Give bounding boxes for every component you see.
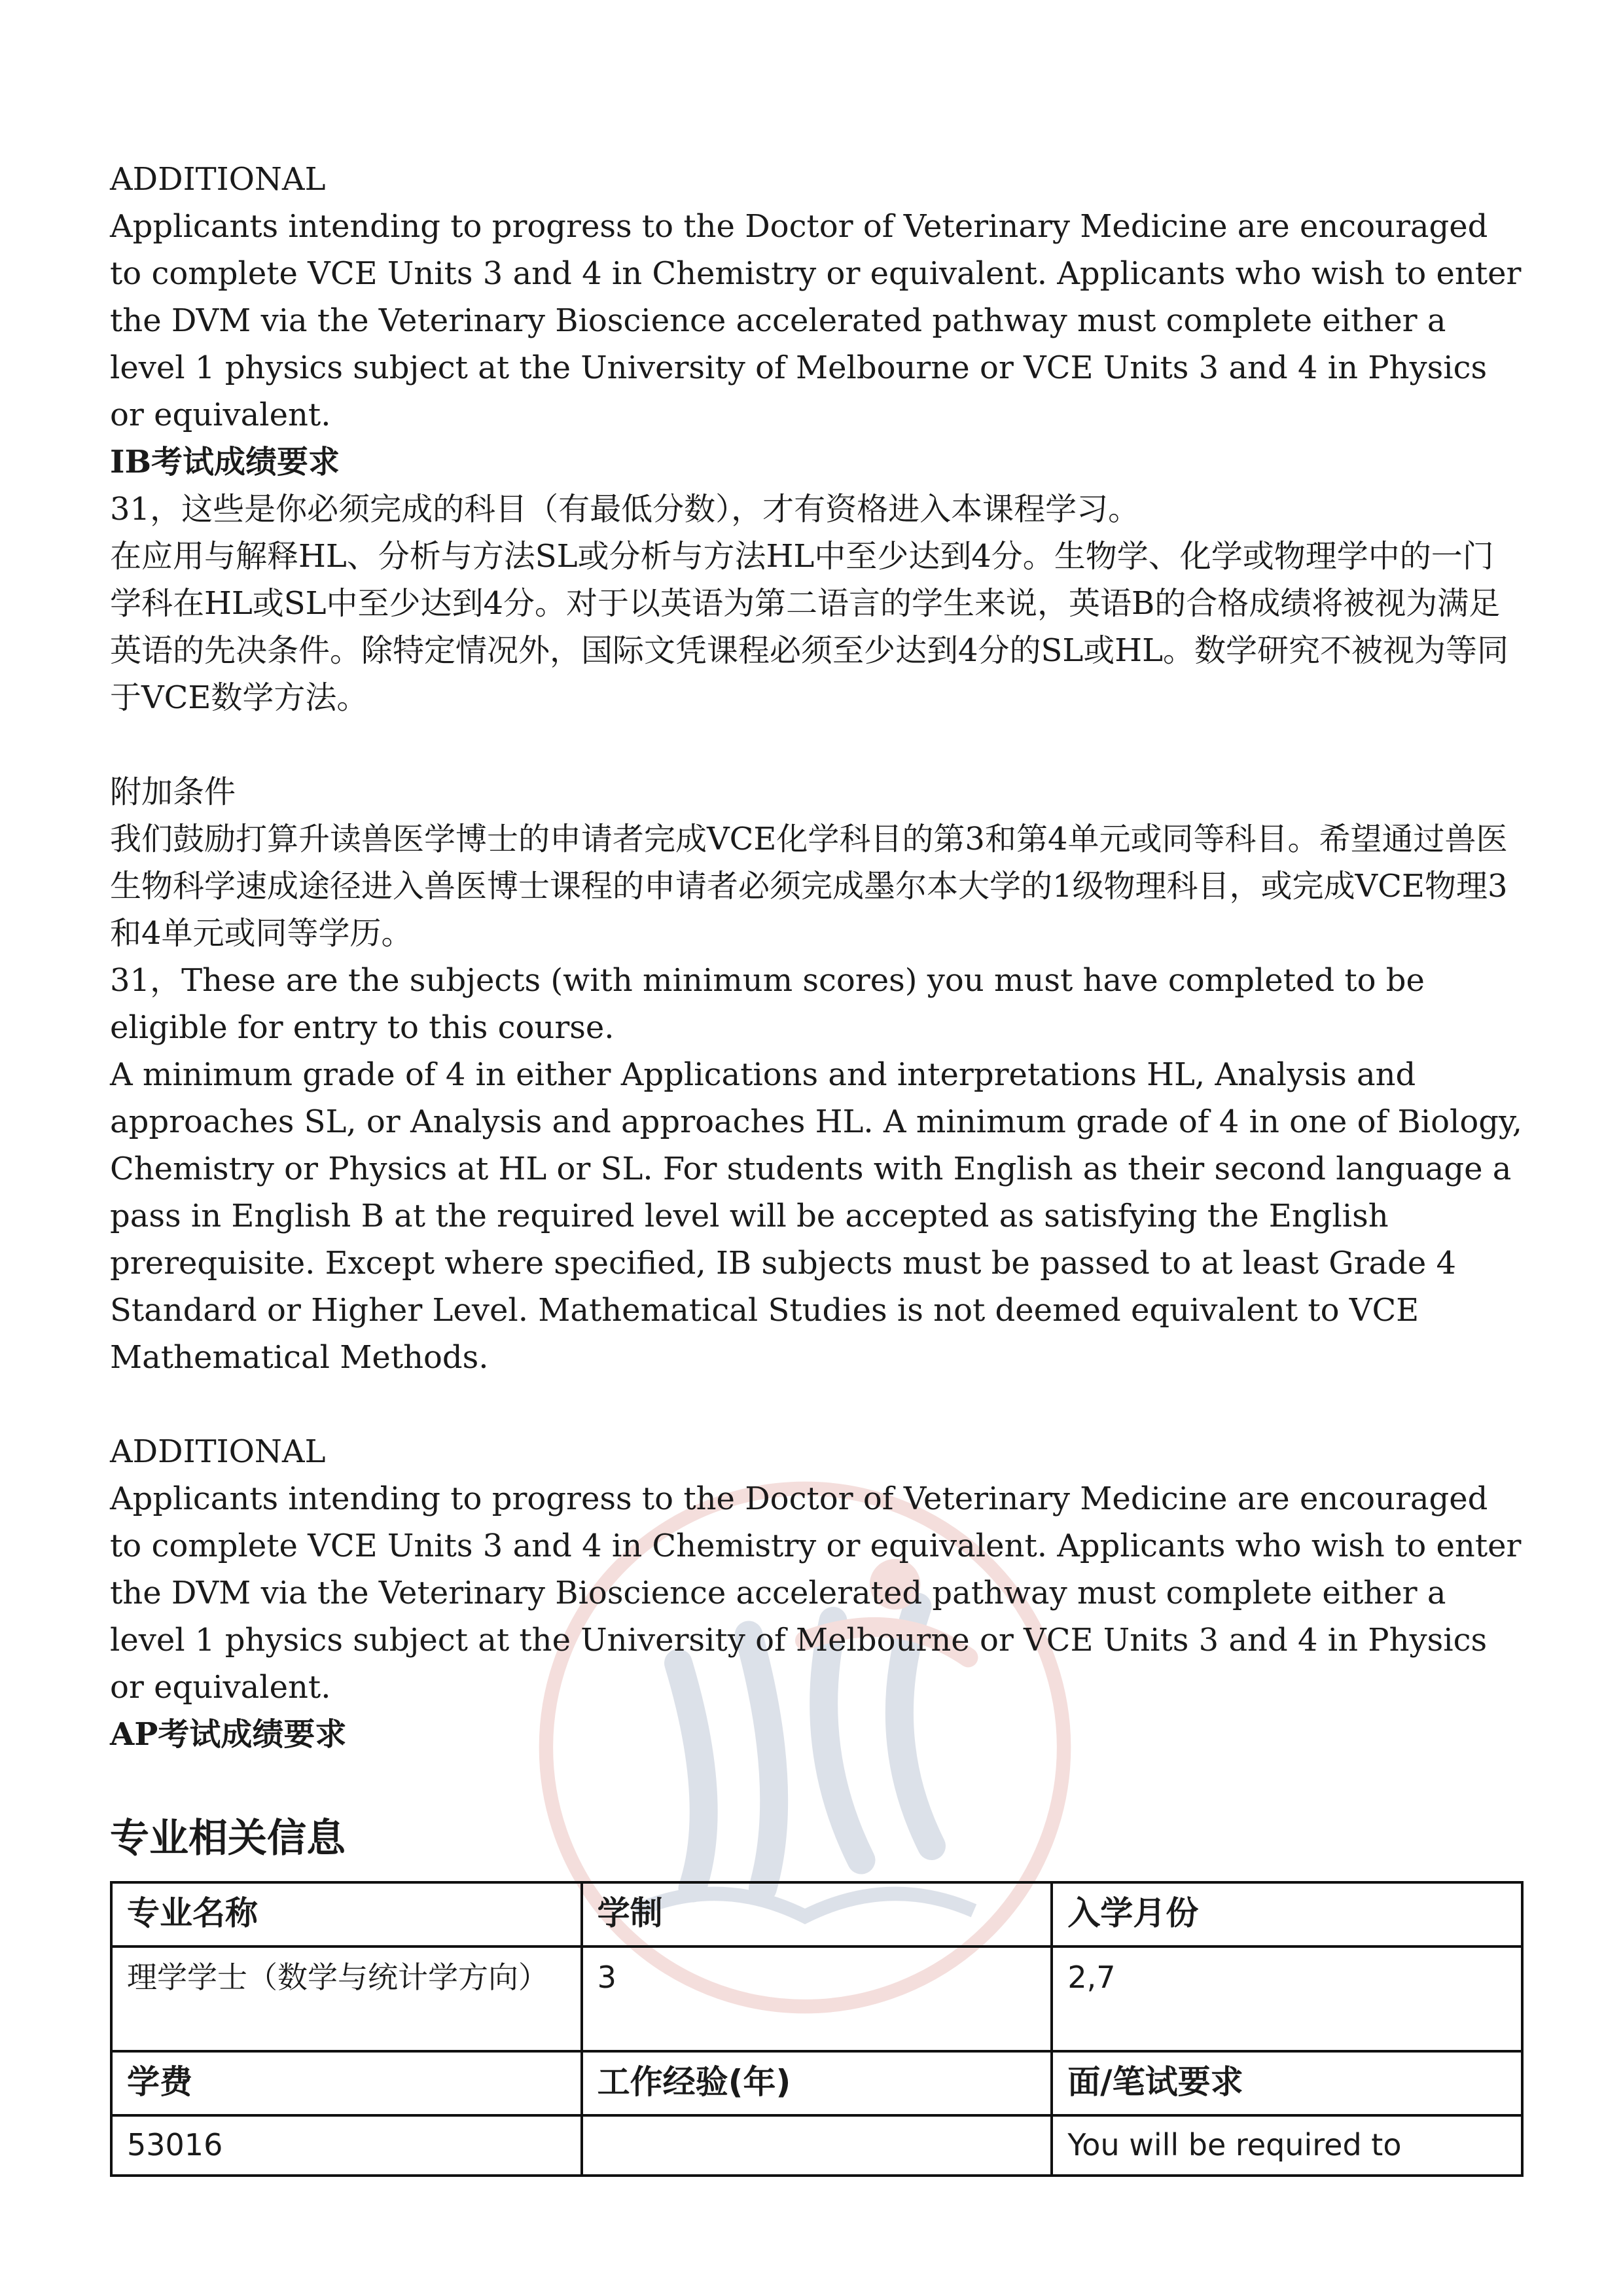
cell-work-experience xyxy=(582,2115,1052,2176)
ap-requirements-heading: AP考试成绩要求 xyxy=(110,1716,347,1753)
cell-interview-requirement: You will be required to xyxy=(1052,2115,1522,2176)
ib-requirements-heading: IB考试成绩要求 xyxy=(110,444,340,480)
header-duration: 学制 xyxy=(582,1882,1052,1946)
ib-intro-cn: 31，这些是你必须完成的科目（有最低分数），才有资格进入本课程学习。 xyxy=(110,491,1140,528)
table-row xyxy=(111,2115,1522,2176)
header-work-experience: 工作经验(年) xyxy=(582,2051,1052,2115)
additional-label: ADDITIONAL xyxy=(110,161,326,198)
cell-program-name: 理学学士（数学与统计学方向） xyxy=(111,1946,582,2051)
additional-paragraph-2: Applicants intending to progress to the Doctor of Veterinary Medicine are encouraged to complete VCE Units 3 and 4 in Chemistry or equivalent. Applicants who wish to enter the DVM via the Veterinary Bioscience accelerated pathway must complete either a level 1 physics subject at the University of Melbourne or VCE Units 3 and 4 in Physics or equivalent. xyxy=(110,1480,1522,1706)
section-title: 专业相关信息 xyxy=(110,1816,346,1861)
cell-intake-month: 2,7 xyxy=(1052,1946,1522,2051)
table-header-row xyxy=(111,2051,1522,2115)
table-header-row xyxy=(111,1882,1522,1946)
document-body xyxy=(110,156,1524,2177)
header-tuition: 学费 xyxy=(111,2051,582,2115)
program-info-table xyxy=(110,1881,1524,2177)
additional-label-2: ADDITIONAL xyxy=(110,1433,326,1470)
ib-details-cn: 在应用与解释HL、分析与方法SL或分析与方法HL中至少达到4分。生物学、化学或物理学中的一门学科在HL或SL中至少达到4分。对于以英语为第二语言的学生来说，英语B的合格成绩将被视为满足英语的先决条件。除特定情况外，国际文凭课程必须至少达到4分的SL或HL。数学研究不被视为等同于VCE数学方法。 xyxy=(110,538,1509,716)
header-program-name: 专业名称 xyxy=(111,1882,582,1946)
additional-label-cn: 附加条件 xyxy=(110,774,236,810)
additional-paragraph: Applicants intending to progress to the Doctor of Veterinary Medicine are encouraged to complete VCE Units 3 and 4 in Chemistry or equivalent. Applicants who wish to enter the DVM via the Veterinary Bioscience accelerated pathway must complete either a level 1 physics subject at the University of Melbourne or VCE Units 3 and 4 in Physics or equivalent. xyxy=(110,208,1522,433)
additional-paragraph-cn: 我们鼓励打算升读兽医学博士的申请者完成VCE化学科目的第3和第4单元或同等科目。希望通过兽医生物科学速成途径进入兽医博士课程的申请者必须完成墨尔本大学的1级物理科目，或完成VCE物理3和4单元或同等学历。 xyxy=(110,821,1508,952)
cell-duration: 3 xyxy=(582,1946,1052,2051)
ib-details-en: A minimum grade of 4 in either Applications and interpretations HL, Analysis and approaches SL, or Analysis and approaches HL. A minimum grade of 4 in one of Biology, Chemistry or Physics at HL or SL. For students with English as their second language a pass in English B at the required level will be accepted as satisfying the English prerequisite. Except where specified, IB subjects must be passed to at least Grade 4 Standard or Higher Level. Mathematical Studies is not deemed equivalent to VCE Mathematical Methods. xyxy=(110,1056,1523,1376)
header-interview-requirement: 面/笔试要求 xyxy=(1052,2051,1522,2115)
header-intake-month: 入学月份 xyxy=(1052,1882,1522,1946)
cell-tuition: 53016 xyxy=(111,2115,582,2176)
table-row xyxy=(111,1946,1522,2051)
ib-intro-en: 31，These are the subjects (with minimum scores) you must have completed to be eligible for entry to this course. xyxy=(110,962,1425,1046)
